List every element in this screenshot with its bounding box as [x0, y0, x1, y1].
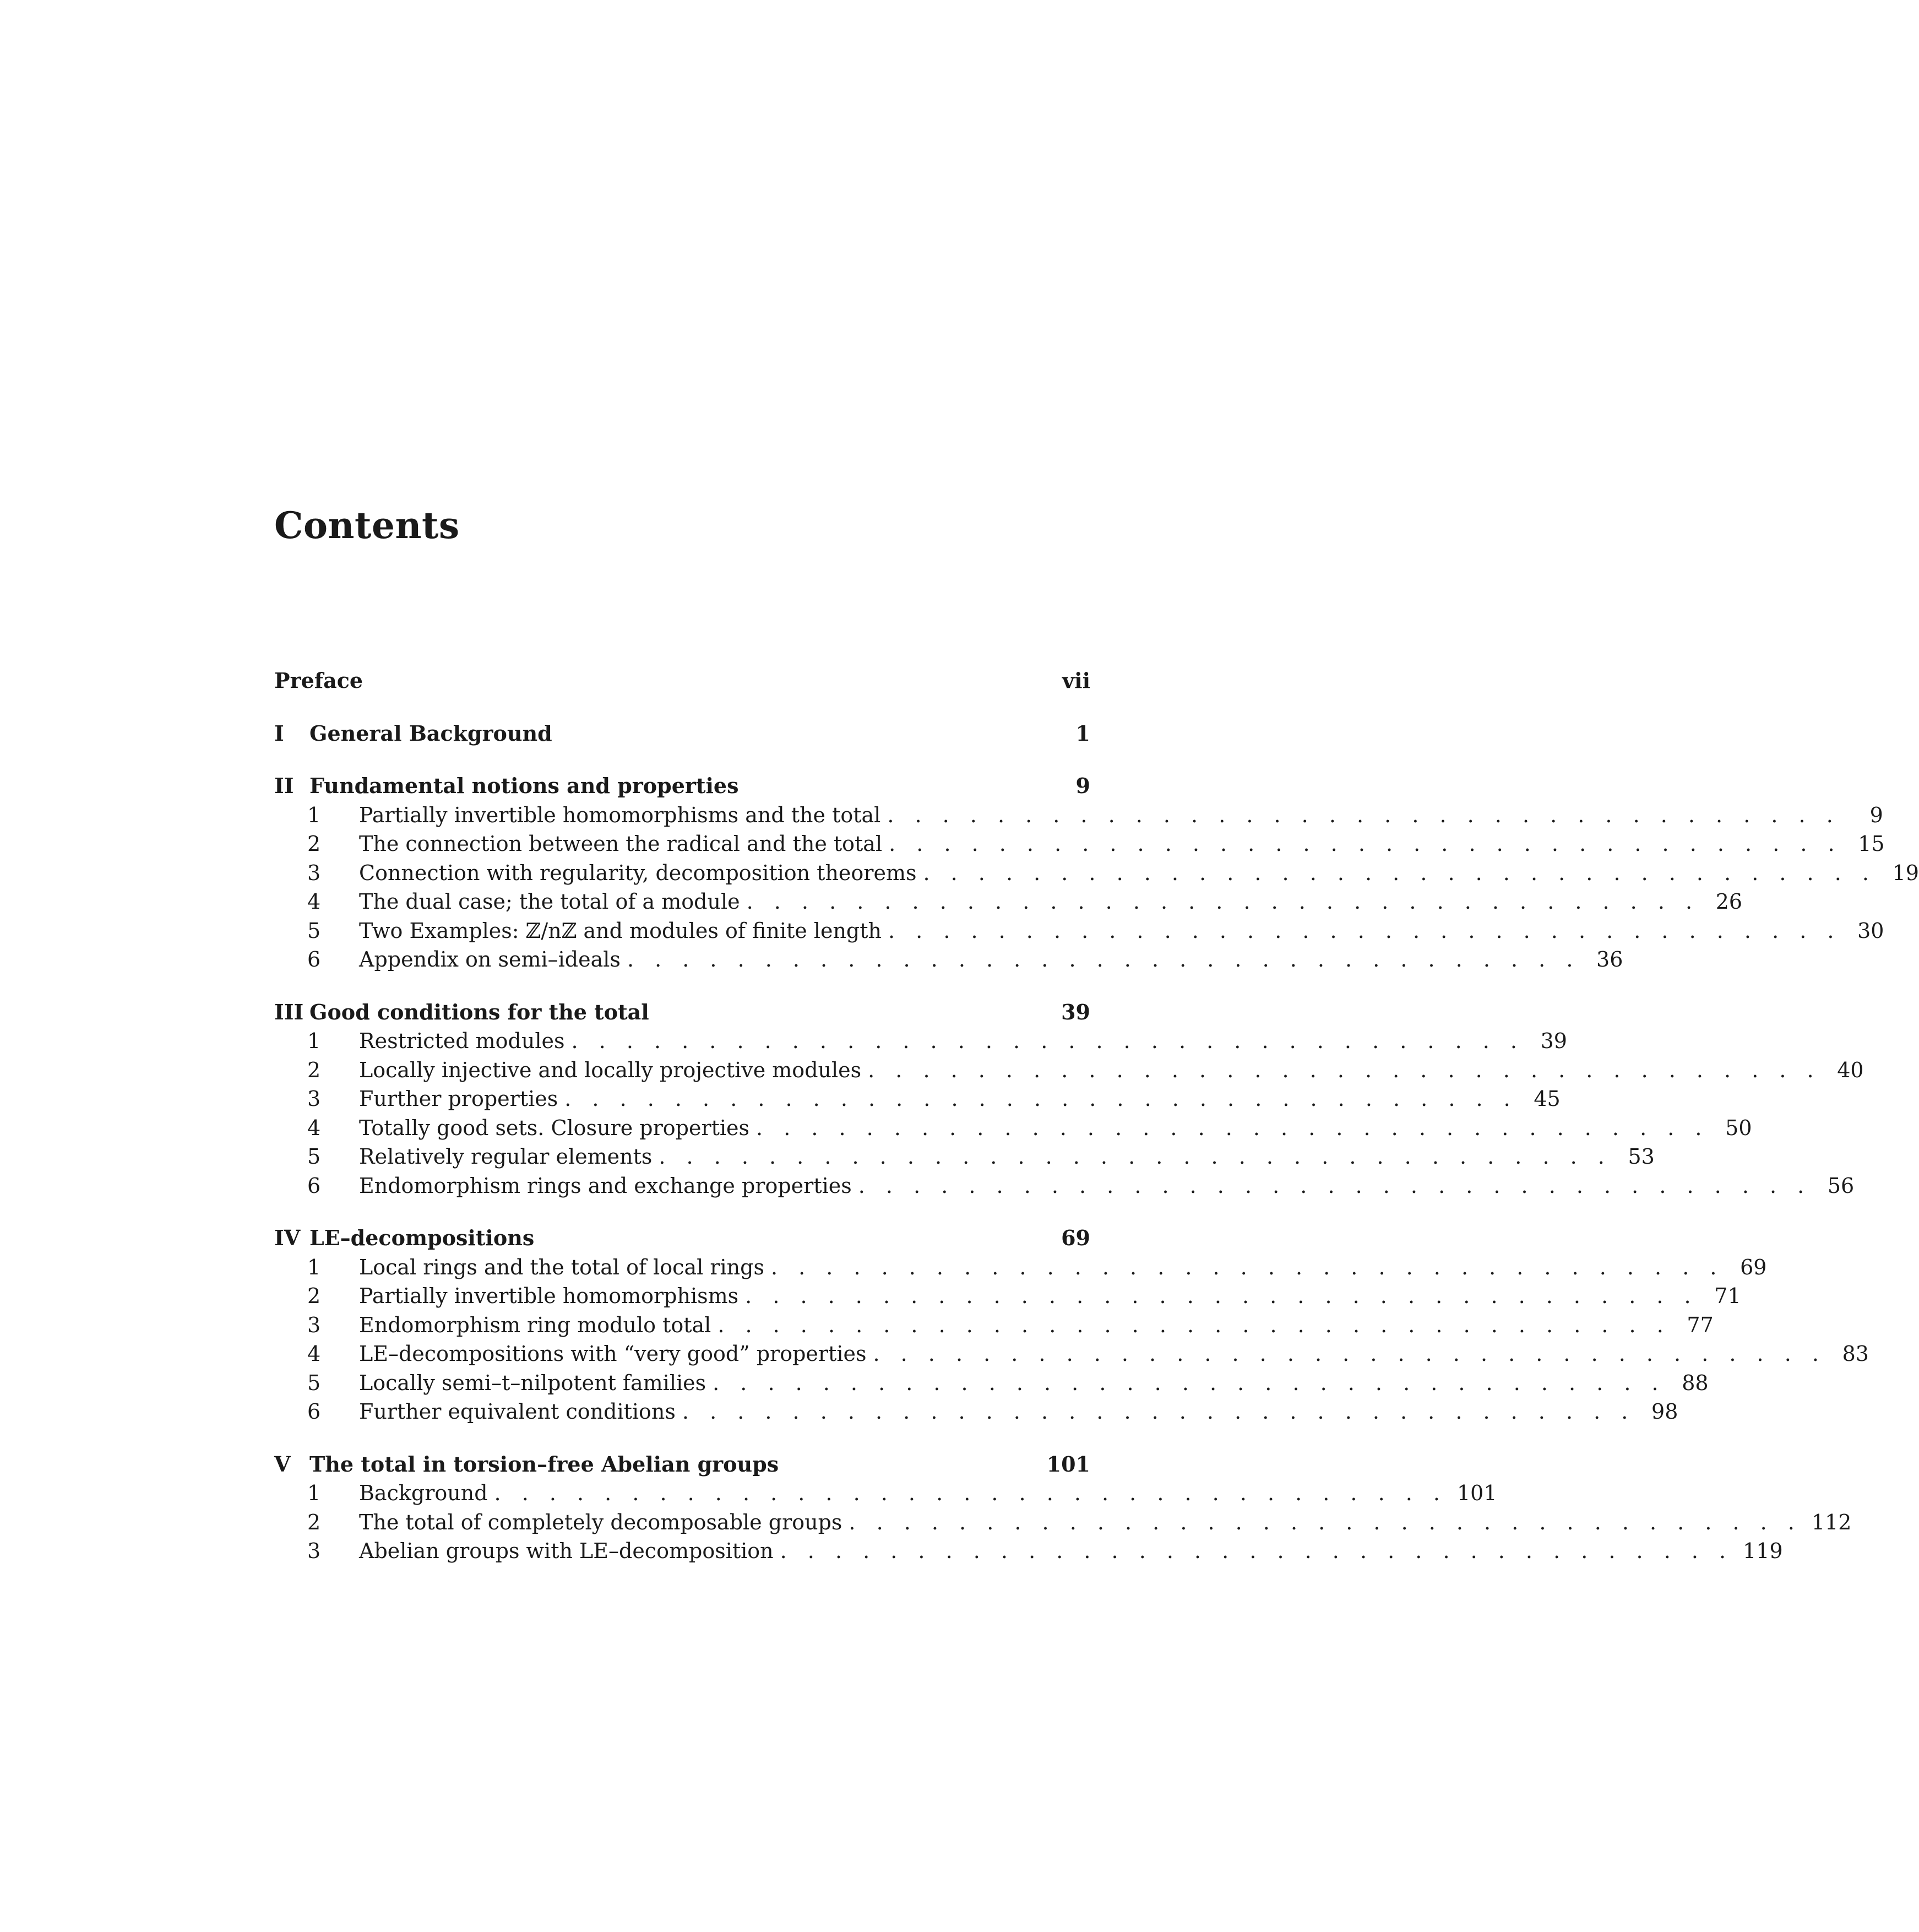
section-number: 1: [307, 802, 321, 827]
toc-page-number: 69: [1061, 1225, 1090, 1250]
chapter-number: III: [274, 999, 304, 1024]
table-of-contents: [274, 666, 1919, 1566]
toc-page-number: 71: [1714, 1284, 1741, 1308]
section-title: Endomorphism rings and exchange properties: [359, 1173, 852, 1198]
dot-leader: . . . . . . . . . . . . . . . . . . . . . . . . . . . . . . . . . . .: [887, 802, 1840, 827]
toc-page-number: 69: [1740, 1255, 1767, 1279]
toc-page-number: 101: [1457, 1481, 1497, 1505]
toc-section-row[interactable]: [274, 1027, 1567, 1056]
toc-page-number: 40: [1837, 1057, 1864, 1082]
toc-section-row[interactable]: [274, 1339, 1869, 1369]
toc-page-number: 39: [1540, 1029, 1567, 1053]
section-title: Background: [359, 1481, 488, 1505]
toc-chapter-row[interactable]: [274, 1450, 1090, 1479]
toc-page-number: 83: [1842, 1342, 1869, 1366]
toc-section-row[interactable]: [274, 1508, 1852, 1537]
section-number: 3: [307, 860, 321, 885]
dot-leader: . . . . . . . . . . . . . . . . . . . . . . . . . . . . . . . . . . .: [923, 860, 1876, 885]
toc-chapter-row[interactable]: [274, 719, 1090, 748]
dot-leader: . . . . . . . . . . . . . . . . . . . . . . . . . . . . . . . . . . .: [858, 1173, 1812, 1198]
section-number: 1: [307, 1029, 321, 1053]
toc-section-row[interactable]: [274, 1282, 1741, 1311]
chapter-number: V: [274, 1451, 291, 1477]
section-number: 2: [307, 1284, 321, 1308]
dot-leader: . . . . . . . . . . . . . . . . . . . . . . . . . . . . . . . . . . .: [494, 1481, 1447, 1505]
dot-leader: . . . . . . . . . . . . . . . . . . . . . . . . . . . . . . . . . . .: [888, 918, 1841, 943]
chapter-title: The total in torsion–free Abelian groups: [309, 1451, 779, 1477]
section-number: 3: [307, 1312, 321, 1337]
dot-leader: . . . . . . . . . . . . . . . . . . . . . . . . . . . . . . . . . . .: [770, 1255, 1724, 1279]
section-number: 6: [307, 1173, 321, 1198]
toc-entry-preface[interactable]: [274, 666, 1090, 696]
toc-section-row[interactable]: [274, 1114, 1752, 1143]
toc-chapter-row[interactable]: [274, 772, 1090, 801]
section-title: Partially invertible homomorphisms: [359, 1284, 739, 1308]
toc-page-number: 19: [1892, 860, 1919, 885]
dot-leader: . . . . . . . . . . . . . . . . . . . . . . . . . . . . . . . . . . .: [745, 1284, 1698, 1308]
dot-leader: . . . . . . . . . . . . . . . . . . . . . . . . . . . . . . . . . . .: [889, 832, 1842, 856]
toc-page-number: 77: [1687, 1312, 1714, 1337]
toc-section-row[interactable]: [274, 829, 1885, 859]
toc-page-number: 1: [1075, 720, 1090, 746]
section-title: Connection with regularity, decomposition theorems: [359, 860, 917, 885]
dot-leader: . . . . . . . . . . . . . . . . . . . . . . . . . . . . . . . . . . .: [627, 947, 1580, 972]
section-number: 2: [307, 1510, 321, 1534]
section-title: Locally semi–t–nilpotent families: [359, 1370, 706, 1395]
section-number: 5: [307, 1370, 321, 1395]
toc-page-number: 9: [1075, 773, 1090, 798]
dot-leader: . . . . . . . . . . . . . . . . . . . . . . . . . . . . . . . . . . .: [682, 1399, 1635, 1424]
section-number: 2: [307, 1057, 321, 1082]
dot-leader: . . . . . . . . . . . . . . . . . . . . . . . . . . . . . . . . . . .: [717, 1312, 1671, 1337]
section-title: Appendix on semi–ideals: [359, 947, 621, 972]
toc-section-row[interactable]: [274, 1084, 1561, 1114]
section-title: The dual case; the total of a module: [359, 889, 740, 914]
toc-chapter-row[interactable]: [274, 998, 1090, 1027]
toc-section-row[interactable]: [274, 1253, 1767, 1282]
toc-page-number: 119: [1743, 1539, 1783, 1563]
section-number: 5: [307, 918, 321, 943]
toc-chapter-row[interactable]: [274, 1224, 1090, 1253]
toc-page-number: 30: [1857, 918, 1884, 943]
section-title: Endomorphism ring modulo total: [359, 1312, 711, 1337]
dot-leader: . . . . . . . . . . . . . . . . . . . . . . . . . . . . . . . . . . .: [873, 1342, 1826, 1366]
section-title: LE–decompositions with “very good” properties: [359, 1342, 867, 1366]
toc-section-row[interactable]: [274, 1369, 1709, 1398]
section-title: The total of completely decomposable groups: [359, 1510, 842, 1534]
section-number: 3: [307, 1087, 321, 1111]
dot-leader: . . . . . . . . . . . . . . . . . . . . . . . . . . . . . . . . . . .: [713, 1370, 1666, 1395]
section-number: 2: [307, 832, 321, 856]
section-number: 4: [307, 1115, 321, 1140]
chapter-number: I: [274, 720, 284, 746]
chapter-number: II: [274, 773, 294, 798]
dot-leader: . . . . . . . . . . . . . . . . . . . . . . . . . . . . . . . . . . .: [746, 889, 1700, 914]
dot-leader: . . . . . . . . . . . . . . . . . . . . . . . . . . . . . . . . . . .: [659, 1144, 1612, 1169]
toc-entry-title: Preface: [274, 668, 363, 693]
chapter-title: General Background: [309, 720, 552, 746]
toc-page-number: 53: [1628, 1144, 1655, 1169]
toc-section-row[interactable]: [274, 1479, 1497, 1508]
section-title: Locally injective and locally projective modules: [359, 1057, 862, 1082]
toc-page-number: 9: [1869, 802, 1883, 827]
chapter-title: LE–decompositions: [309, 1225, 535, 1250]
section-number: 1: [307, 1255, 321, 1279]
toc-page-number: 39: [1061, 999, 1090, 1024]
section-number: 4: [307, 1342, 321, 1366]
toc-section-row[interactable]: [274, 1171, 1855, 1201]
dot-leader: . . . . . . . . . . . . . . . . . . . . . . . . . . . . . . . . . . .: [571, 1029, 1524, 1053]
toc-page-number: 101: [1046, 1451, 1090, 1477]
chapter-number: IV: [274, 1225, 301, 1250]
section-number: 1: [307, 1481, 321, 1505]
section-title: Local rings and the total of local rings: [359, 1255, 764, 1279]
toc-page-number: vii: [1062, 668, 1090, 693]
toc-page-number: 50: [1725, 1115, 1752, 1140]
section-number: 3: [307, 1539, 321, 1563]
toc-section-row[interactable]: [274, 1311, 1714, 1340]
section-title: Further equivalent conditions: [359, 1399, 676, 1424]
toc-section-row[interactable]: [274, 1397, 1678, 1426]
section-number: 5: [307, 1144, 321, 1169]
toc-page-number: 26: [1715, 889, 1743, 914]
toc-page-number: 56: [1827, 1173, 1855, 1198]
toc-section-row[interactable]: [274, 1056, 1864, 1085]
section-title: The connection between the radical and the total: [359, 832, 883, 856]
dot-leader: . . . . . . . . . . . . . . . . . . . . . . . . . . . . . . . . . . .: [849, 1510, 1802, 1534]
dot-leader: . . . . . . . . . . . . . . . . . . . . . . . . . . . . . . . . . . .: [868, 1057, 1821, 1082]
toc-page-number: 15: [1858, 832, 1885, 856]
toc-page-number: 98: [1651, 1399, 1678, 1424]
section-title: Further properties: [359, 1087, 558, 1111]
toc-page-number: 88: [1682, 1370, 1709, 1395]
page-title: Contents: [274, 504, 460, 547]
toc-section-row[interactable]: [274, 945, 1623, 974]
section-title: Restricted modules: [359, 1029, 565, 1053]
section-title: Two Examples: ℤ/nℤ and modules of finite length: [359, 918, 882, 943]
toc-section-row[interactable]: [274, 859, 1919, 888]
toc-section-row[interactable]: [274, 887, 1743, 916]
dot-leader: . . . . . . . . . . . . . . . . . . . . . . . . . . . . . . . . . . .: [756, 1115, 1709, 1140]
toc-page-number: 45: [1534, 1087, 1561, 1111]
toc-section-row[interactable]: [274, 916, 1884, 946]
toc-page-number: 36: [1596, 947, 1623, 972]
dot-leader: . . . . . . . . . . . . . . . . . . . . . . . . . . . . . . . . . . .: [564, 1087, 1518, 1111]
section-title: Partially invertible homomorphisms and the total: [359, 802, 881, 827]
section-title: Relatively regular elements: [359, 1144, 653, 1169]
section-title: Totally good sets. Closure properties: [359, 1115, 750, 1140]
section-number: 6: [307, 947, 321, 972]
toc-section-row[interactable]: [274, 1537, 1783, 1566]
toc-page-number: 112: [1811, 1510, 1852, 1534]
section-number: 6: [307, 1399, 321, 1424]
toc-section-row[interactable]: [274, 1142, 1655, 1171]
section-title: Abelian groups with LE–decomposition: [359, 1539, 774, 1563]
section-number: 4: [307, 889, 321, 914]
chapter-title: Good conditions for the total: [309, 999, 649, 1024]
chapter-title: Fundamental notions and properties: [309, 773, 739, 798]
dot-leader: . . . . . . . . . . . . . . . . . . . . . . . . . . . . . . . . . . .: [780, 1539, 1733, 1563]
toc-section-row[interactable]: [274, 801, 1883, 830]
